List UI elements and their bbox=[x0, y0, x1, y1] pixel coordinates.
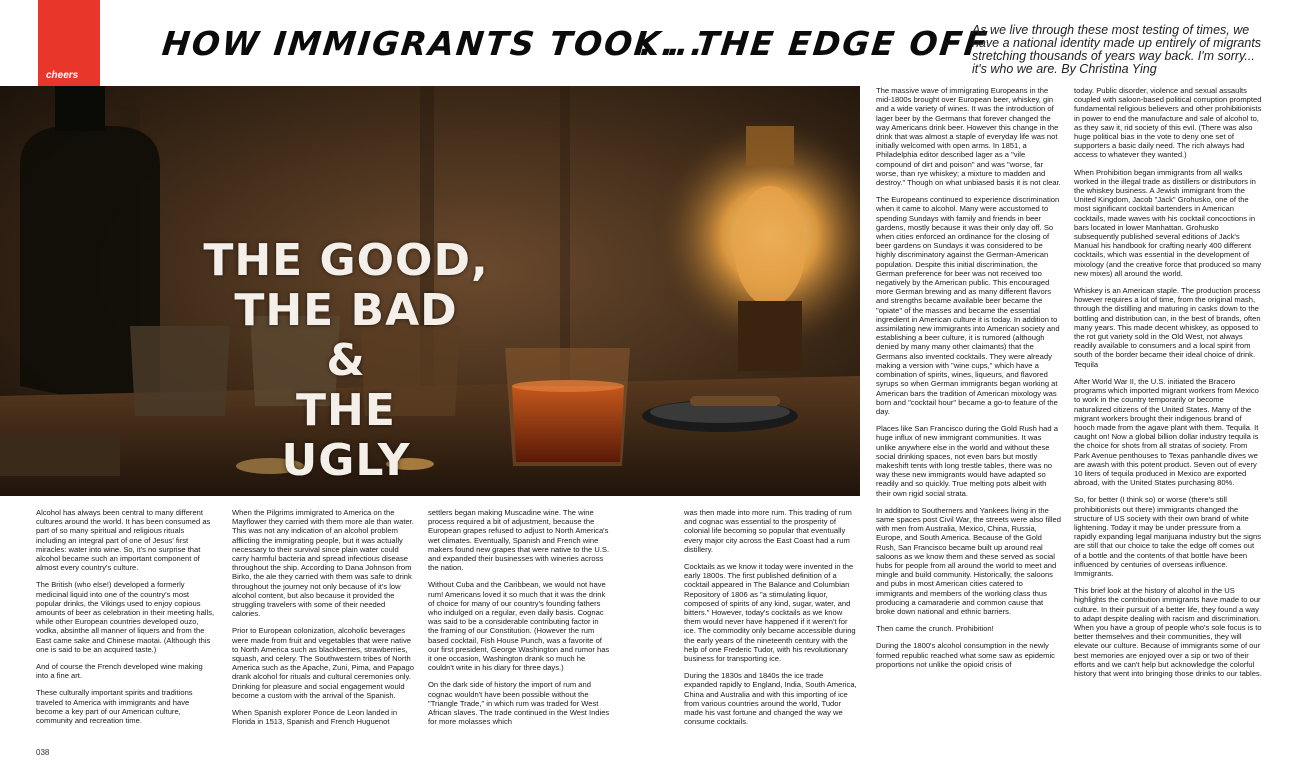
paragraph: Then came the crunch. Prohibition! bbox=[876, 624, 994, 634]
section-tab-label: cheers bbox=[46, 70, 79, 81]
photo-title bbox=[196, 236, 496, 486]
paragraph: Alcohol has always been central to many different cultures around the world. It has been consumed as part of so many spiritual and religious rituals including an integral part of one of Jesus' first miracles: water into wine. So, it's no surprise that alcohol became such an important component of almost every country's culture. bbox=[36, 508, 211, 573]
article-column-5 bbox=[876, 86, 1062, 677]
photo-title-line: THE GOOD, bbox=[203, 235, 489, 286]
photo-title-line: THE bbox=[296, 385, 396, 436]
section-tab bbox=[38, 0, 100, 99]
article-column-4 bbox=[684, 508, 858, 734]
paragraph: was then made into more rum. This trading of rum and cognac was essential to the prosperity of colonial life becoming so popular that eventually every major city across the East Coast had a rum distillery. bbox=[684, 508, 852, 554]
headline-right: . . THE EDGE OFF bbox=[638, 24, 991, 63]
photo-title-line: UGLY bbox=[281, 435, 411, 486]
photo-title-line: THE BAD bbox=[234, 285, 458, 336]
paragraph: During the 1800's alcohol consumption in the newly formed republic reached what some saw as epidemic proportions not unlike the opioid crisis of bbox=[876, 641, 1055, 669]
paragraph: The British (who else!) developed a formerly medicinal liquid into one of the country's most popular drinks, the Vikings used to enjoy copious amounts of beer as celebration in their meeting halls, while other European countries developed ouzo, vodka, absinthe all manner of liquers and from the East came sake and Chinese maotai. (Although this one is said to be an acquired taste.) bbox=[36, 580, 215, 654]
paragraph: And of course the French developed wine making into a fine art. bbox=[36, 662, 203, 681]
paragraph: When Spanish explorer Ponce de Leon landed in Florida in 1513, Spanish and French Huguenot bbox=[232, 708, 398, 727]
paragraph: In addition to Southerners and Yankees living in the same spaces post Civil War, the streets were also filled with men from Australia, Mexico, China, Russia, Europe, and South America. Because of the Gold Rush, San Francisco became built up around real saloons as we know them and these served as social hubs for people from all around the world to meet and mingle and build community. Historically, the saloons and pubs in most American cities catered to immigrants and members of the working class thus producing a camaraderie and common cause that broke down national and ethnic barriers. bbox=[876, 505, 1061, 616]
paragraph: today. Public disorder, violence and sexual assaults coupled with saloon-based political corruption prompted fundamental religious believers and other prohibitionists in power to end the manufacture and sale of alcohol to, as they saw it, rid society of this evil. (There was also huge political bias in the vote to deny one set of supporters a basic daily need. The rich always had access to whatever they wanted.) bbox=[1074, 86, 1262, 160]
paragraph: Places like San Francisco during the Gold Rush had a huge influx of new immigrant communities. It was unlike anywhere else in the world and without these social drinking spaces, not even bars but mostly makeshift tents with long trestle tables, there was no way these new immigrants would have adapted so readily and so quickly. True melting pots albeit with their own rigid social strata. bbox=[876, 424, 1058, 498]
paragraph: settlers began making Muscadine wine. The wine process required a bit of adjustment, because the European grapes refused to adjust to North America's wet climates. Eventually, Spanish and French wine makers found new grapes that were native to the U.S. and expanded their businesses with wineries across the nation. bbox=[428, 508, 610, 573]
article-column-3 bbox=[428, 508, 610, 734]
paragraph: The Europeans continued to experience discrimination when it came to alcohol. Many were accustomed to spending Sundays with family and friends in beer gardens, mostly because it was their only day off. So when cities enforced an ordinance for the closing of beer gardens on Sundays it was considered to be highly discriminatory against the German-American population. Despite this initial discrimination, the German preference for beer was not received too negatively by the American public. This encouraged more German brewing and as many different flavors and strengths became available beer became the "opiate" of the masses and became the essential ingredient in American culture it is today. In addition to assimilating new immigrants into American society and establishing a beer culture, it is rumored (although denied by many many other claimants) that the Germans also invented cocktails. They were already making a version with "wine cups," which have a combination of spirits, wines, liqueurs, and flavored syrups so when German immigrants began working at American bars the tradition of American mixology was born and "cocktail hour" became a go-to feature of the day. bbox=[876, 195, 1060, 416]
standfirst: As we live through these most testing of times, we have a national identity made up entirely of migrants stretching thousands of years way back. I'm sorry... it's who we are. By Christina Ying bbox=[972, 23, 1262, 76]
paragraph: When Prohibition began immigrants from all walks worked in the illegal trade as distillers or distributors in the whiskey business. A Jewish immigrant from the United Kingdom, Jacob "Jack" Grohusko, one of the most significant cocktail bartenders in American cocktails, made waves with his cocktail concoctions in bars located in lower Manhattan. Grohusko subsequently published several editions of Jack's Manual his handbook for crafting nearly 400 different cocktails, which was essential in the development of mixology (and the creative force that produced so many new mixes) all around the world. bbox=[1074, 167, 1261, 278]
paragraph: This brief look at the history of alcohol in the US highlights the contribution immigrants have made to our culture. In their pursuit of a better life, they found a way to adapt despite dealing with racism and discrimination. When you have a group of people who's sole focus is to better themselves and their communities, they will elevate our culture. Because of immigrants some of our best memories are enjoyed over a sip or two of their efforts and we can't help but acknowledge the colorful history that went into bringing those drinks to our tables. bbox=[1074, 586, 1262, 678]
paragraph: These culturally important spirits and traditions traveled to America with immigrants and have become a key part of our American culture, community and recreation time. bbox=[36, 688, 193, 726]
article-column-1 bbox=[36, 508, 216, 733]
paragraph: After World War II, the U.S. initiated the Bracero programs which imported migrant workers from Mexico to work in the country temporarily or become naturalized citizens of the United States. Many of the migrant workers brought their indigenous brand of hooch made from the agave plant with them. Tequila. It caught on! Now a global billion dollar industry tequila is the choice for shots from all stratas of society. From Park Avenue penthouses to Texas panhandle dives we are awash with this potent product. Seven out of every 10 liters of tequila produced in Mexico are exported abroad, with the United States purchasing 80%. bbox=[1074, 376, 1259, 488]
paragraph: On the dark side of history the import of rum and cognac wouldn't have been possible without the "Triangle Trade," in which rum was traded for West African slaves. The trade continued in the West Indies for more molasses which bbox=[428, 680, 610, 727]
paragraph: During the 1830s and 1840s the ice trade expanded rapidly to England, India, South America, China and Australia and with this importing of ice from various countries around the world, Tudor made his vast fortune and changed the way we consume cocktails. bbox=[684, 671, 857, 727]
photo-title-line: & bbox=[326, 335, 366, 386]
paragraph: Cocktails as we know it today were invented in the early 1800s. The first published definition of a cocktail appeared in The Balance and Columbian Repository of 1806 as "a stimulating liquor, composed of spirits of any kind, sugar, water, and bitters." However, today's cocktails as we know them would never have happened if it weren't for ice. The commodity only became accessible during the early years of the nineteenth century with the help of one Frederic Tudor, with his revolutionary business for transporting ice. bbox=[684, 562, 856, 664]
paragraph: When the Pilgrims immigrated to America on the Mayflower they carried with them more ale than water. This was not any indication of an alcohol problem afflicting the immigrating people, but it was actually necessary to their survival since plain water could carry harmful bacteria and spread infectious disease throughout the ship. According to Dana Johnson from Birko, the ale they carried with them was safe to drink throughout the journey not only because of it's low alcohol content, but also because it provided the struggling travelers with some of their needed calories. bbox=[232, 508, 414, 619]
paragraph: Whiskey is an American staple. The production process however requires a lot of time, from the original mash, through the distilling and maturing in casks down to the bottling and distribution can, in the best of brands, often many years. This made decent whiskey, as opposed to the rot gut variety sold in the Old West, not always readily available to consumers and a local spirit from south of the border became their ideal choice of drink. Tequila bbox=[1074, 286, 1261, 369]
hero-photo bbox=[0, 86, 860, 496]
paragraph: The massive wave of immigrating Europeans in the mid-1800s brought over European beer, whiskey, gin and a wide variety of wines. It was the introduction of lager beer by the Germans that forever changed the way Americans drink beer. However this change in the drink that was almost a staple of everyday life was not initially welcomed with open arms. In 1851, a Philadelphia editor described lager as a "vile compound of dirt and poison" and was "worse, far worse, than rye whiskey; a mixture to madden and destroy." Though on what unbiased basis it is not clear. bbox=[876, 86, 1061, 188]
paragraph: Without Cuba and the Caribbean, we would not have rum! Americans loved it so much that it was the drink of choice for many of our country's founding fathers who indulged on a regular, even daily basis. Cognac was said to be a considerable contributing factor in the framing of our Constitution. (However the rum based cocktail, Fish House Punch, was a favorite of our first president, George Washington and rumor has it one occasion, Washington drank so much he couldn't write in his diary for three days.) bbox=[428, 580, 610, 673]
article-column-2 bbox=[232, 508, 414, 734]
article-column-6 bbox=[1074, 86, 1262, 686]
page-number: 038 bbox=[36, 748, 50, 757]
paragraph: Prior to European colonization, alcoholic beverages were made from fruit and vegetables that were native to North America such as blackberries, strawberries, squash, and celery. The Southwestern tribes of North America such as the Apache, Zuni, Pima, and Papago drank alcohol for rituals and cultural ceremonies only. Drinking for pleasure and social engagement would become a custom with the arrival of the Spanish. bbox=[232, 626, 414, 700]
headline-left: HOW IMMIGRANTS TOOK... bbox=[160, 24, 708, 63]
paragraph: So, for better (I think so) or worse (there's still prohibitionists out there) immigrants changed the structure of US society with their own brand of white lightening. Today it may be under pressure from a rapidly expanding legal marijuana industry but the signs are still that our choice to take the edge off comes out of a bottle and the contents of that bottle have been influenced by centuries of overseas influence. Immigrants. bbox=[1074, 495, 1262, 578]
